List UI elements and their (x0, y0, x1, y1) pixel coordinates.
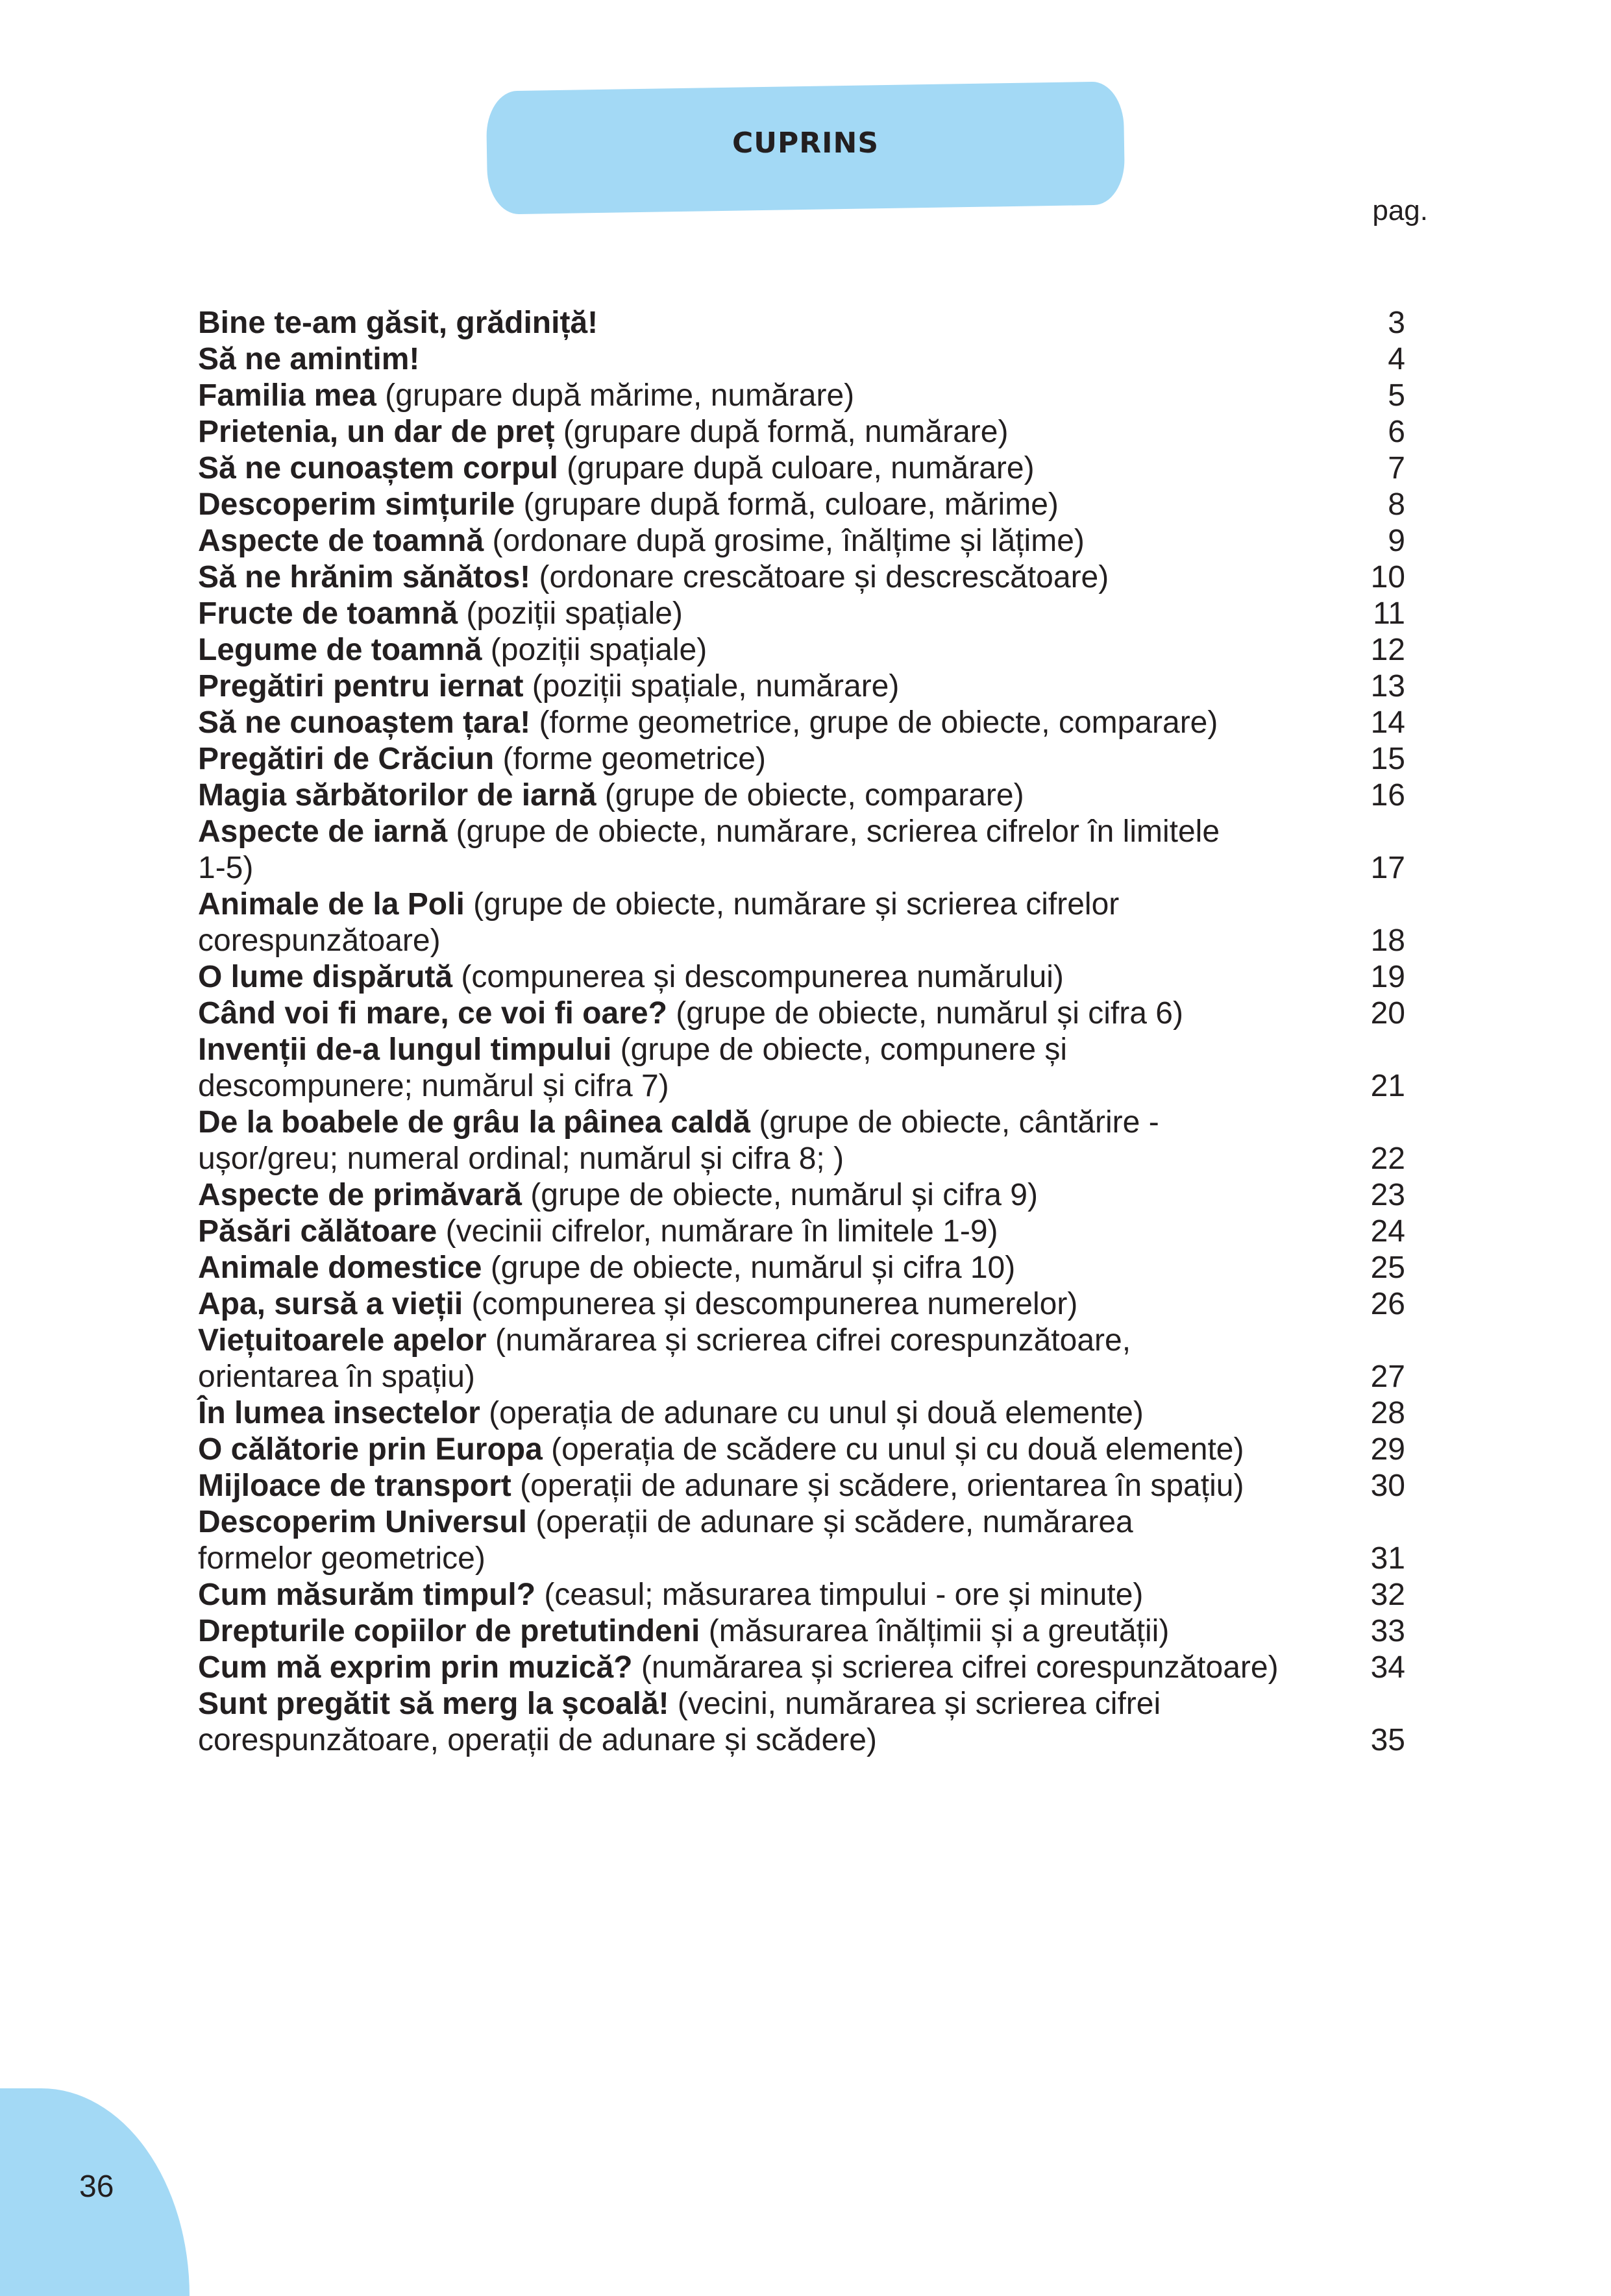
toc-entry-title: Animale de la Poli (198, 887, 465, 922)
toc-entry-text (198, 995, 1334, 1032)
toc-entry-title: Animale domestice (198, 1251, 482, 1285)
page-title: CUPRINS (732, 127, 879, 160)
toc-entry-title: Apa, sursă a vieții (198, 1287, 463, 1321)
toc-entry-page: 19 (1370, 960, 1405, 994)
toc-entry-page: 14 (1370, 705, 1405, 740)
toc-entry-text (198, 959, 1334, 995)
toc-entry-title: Să ne hrănim sănătos! (198, 560, 531, 594)
toc-entry-title: Fructe de toamnă (198, 596, 458, 631)
toc-entry-title: Cum măsurăm timpul? (198, 1578, 536, 1612)
toc-entry (198, 705, 1405, 741)
toc-entry-text (198, 1250, 1334, 1286)
toc-entry-page: 35 (1370, 1723, 1405, 1757)
toc-entry-page: 10 (1370, 560, 1405, 594)
toc-entry-title: Să ne cunoaștem țara! (198, 705, 531, 740)
toc-entry-description: (grupare după culoare, numărare) (558, 451, 1035, 485)
toc-entry-page: 31 (1370, 1541, 1405, 1576)
toc-entry-page: 17 (1370, 851, 1405, 885)
toc-entry-description: (grupe de obiecte, comparare) (596, 778, 1024, 812)
toc-entry-description: (poziții spațiale) (482, 633, 707, 667)
toc-entry-page: 6 (1388, 415, 1405, 449)
toc-entry (198, 1686, 1405, 1759)
toc-entry-page: 13 (1370, 669, 1405, 703)
toc-entry (198, 814, 1405, 886)
toc-entry-title: Aspecte de primăvară (198, 1178, 522, 1212)
toc-entry-page: 9 (1388, 524, 1405, 558)
toc-entry-page: 24 (1370, 1214, 1405, 1249)
toc-entry (198, 596, 1405, 632)
toc-entry (198, 1286, 1405, 1323)
toc-entry-text (198, 559, 1334, 596)
toc-entry-description: (grupare după mărime, numărare) (376, 378, 855, 413)
toc-entry (198, 305, 1405, 341)
toc-entry (198, 886, 1405, 959)
toc-entry-description: (operația de scădere cu unul și cu două elemente) (542, 1432, 1244, 1467)
toc-entry-page: 18 (1370, 923, 1405, 958)
toc-entry-text (198, 414, 1334, 450)
toc-entry-page: 32 (1370, 1578, 1405, 1612)
toc-entry (198, 523, 1405, 559)
toc-entry-text (198, 1323, 1334, 1395)
toc-entry-page: 34 (1370, 1650, 1405, 1685)
toc-entry-page: 21 (1370, 1069, 1405, 1103)
toc-entry-text (198, 1105, 1334, 1177)
toc-entry (198, 1504, 1405, 1577)
toc-entry-text (198, 1577, 1334, 1613)
toc-entry-text (198, 487, 1334, 523)
toc-entry-description: (ordonare crescătoare și descrescătoare) (530, 560, 1109, 594)
toc-entry-description: (grupe de obiecte, numărul și cifra 6) (667, 996, 1183, 1031)
toc-entry-text (198, 1504, 1334, 1577)
toc-entry (198, 741, 1405, 777)
toc-entry-title: De la boabele de grâu la pâinea caldă (198, 1105, 750, 1140)
toc-entry-description: (forme geometrice) (494, 742, 766, 776)
toc-entry-page: 27 (1370, 1360, 1405, 1394)
toc-entry-description: (grupe de obiecte, cântărire - ușor/greu; numeral ordinal; numărul și cifra 8; ) (198, 1105, 1159, 1176)
toc-entry-title: O călătorie prin Europa (198, 1432, 543, 1467)
toc-entry-text (198, 1286, 1334, 1323)
toc-entry-page: 25 (1370, 1251, 1405, 1285)
toc-entry (198, 632, 1405, 668)
toc-entry (198, 777, 1405, 814)
toc-entry-title: Când voi fi mare, ce voi fi oare? (198, 996, 667, 1031)
toc-entry-text (198, 1650, 1334, 1686)
toc-entry-description: (vecinii cifrelor, numărare în limitele 1-9) (437, 1214, 998, 1249)
page-column-label: pag. (1372, 195, 1428, 226)
toc-entry-page: 3 (1388, 306, 1405, 340)
toc-entry-text (198, 886, 1334, 959)
toc-entry-description: (grupare după formă, culoare, mărime) (515, 487, 1059, 522)
toc-entry-text (198, 450, 1334, 487)
toc-entry-text (198, 1214, 1334, 1250)
toc-entry-page: 20 (1370, 996, 1405, 1031)
toc-entry-page: 7 (1388, 451, 1405, 485)
toc-entry-description: (ceasul; măsurarea timpului - ore și minute) (535, 1578, 1144, 1612)
toc-entry-page: 4 (1388, 342, 1405, 376)
toc-entry (198, 1250, 1405, 1286)
toc-entry-title: Pregătiri pentru iernat (198, 669, 524, 703)
toc-entry-page: 16 (1370, 778, 1405, 812)
toc-entry-description: (grupe de obiecte, numărare și scrierea cifrelor corespunzătoare) (198, 887, 1120, 958)
toc-entry-description: (grupe de obiecte, numărul și cifra 10) (482, 1251, 1016, 1285)
toc-entry (198, 559, 1405, 596)
toc-entry-description: (operații de adunare și scădere, numărarea formelor geometrice) (198, 1505, 1133, 1576)
toc-entry-title: Cum mă exprim prin muzică? (198, 1650, 633, 1685)
toc-entry-title: Păsări călătoare (198, 1214, 437, 1249)
toc-entry-title: Pregătiri de Crăciun (198, 742, 495, 776)
toc-entry (198, 1577, 1405, 1613)
toc-entry-page: 11 (1373, 596, 1405, 631)
toc-entry-text (198, 1613, 1334, 1650)
toc-entry-description: (poziții spațiale, numărare) (523, 669, 900, 703)
toc-entry-description: (operația de adunare cu unul și două elemente) (480, 1396, 1144, 1430)
toc-entry-description: (grupe de obiecte, numărul și cifra 9) (521, 1178, 1038, 1212)
toc-entry-description: (numărarea și scrierea cifrei corespunzătoare, orientarea în spațiu) (198, 1323, 1131, 1394)
toc-entry (198, 1613, 1405, 1650)
toc-entry-page: 22 (1370, 1142, 1405, 1176)
toc-entry (198, 450, 1405, 487)
toc-entry-text (198, 741, 1334, 777)
toc-entry-title: Mijloace de transport (198, 1469, 511, 1503)
toc-entry-text (198, 523, 1334, 559)
toc-entry (198, 414, 1405, 450)
toc-entry-description: (numărarea și scrierea cifrei corespunzătoare) (632, 1650, 1279, 1685)
toc-entry (198, 1032, 1405, 1105)
toc-entry-description: (grupe de obiecte, compunere și descompunere; numărul și cifra 7) (198, 1032, 1068, 1103)
toc-entry-page: 23 (1370, 1178, 1405, 1212)
toc-entry-title: Să ne cunoaștem corpul (198, 451, 558, 485)
toc-entry-title: O lume dispărută (198, 960, 453, 994)
toc-entry-title: Prietenia, un dar de preț (198, 415, 555, 449)
toc-entry-text (198, 777, 1334, 814)
toc-entry-text (198, 1686, 1334, 1759)
toc-entry-page: 33 (1370, 1614, 1405, 1648)
toc-entry-title: Aspecte de toamnă (198, 524, 484, 558)
toc-entry (198, 1323, 1405, 1395)
toc-entry-title: Invenții de-a lungul timpului (198, 1032, 612, 1067)
toc-entry-description: (vecini, numărarea și scrierea cifrei corespunzătoare, operații de adunare și scădere) (198, 1687, 1161, 1757)
toc-entry (198, 1432, 1405, 1468)
toc-entry-title: Să ne amintim! (198, 342, 420, 376)
toc-entry (198, 959, 1405, 995)
toc-entry-title: Magia sărbătorilor de iarnă (198, 778, 596, 812)
page-number: 36 (79, 2169, 114, 2204)
toc-entry-title: Drepturile copiilor de pretutindeni (198, 1614, 700, 1648)
toc-entry-text (198, 1177, 1334, 1214)
toc-entry-description: (grupare după formă, numărare) (554, 415, 1009, 449)
toc-entry-page: 26 (1370, 1287, 1405, 1321)
toc-entry-page: 29 (1370, 1432, 1405, 1467)
toc-entry-page: 12 (1370, 633, 1405, 667)
toc-entry-description: (grupe de obiecte, numărare, scrierea cifrelor în limitele 1-5) (198, 814, 1220, 885)
toc-entry-title: Descoperim Universul (198, 1505, 527, 1539)
toc-entry-title: În lumea insectelor (198, 1396, 480, 1430)
toc-entry-description: (operații de adunare și scădere, orientarea în spațiu) (511, 1469, 1244, 1503)
toc-entry (198, 487, 1405, 523)
toc-entry (198, 378, 1405, 414)
toc-entry-title: Legume de toamnă (198, 633, 482, 667)
toc-entry-text (198, 305, 1334, 341)
toc-entry-page: 5 (1388, 378, 1405, 413)
toc-entry-title: Bine te-am găsit, grădiniță! (198, 306, 598, 340)
toc-entry-text (198, 1395, 1334, 1432)
toc-entry-title: Viețuitoarele apelor (198, 1323, 487, 1358)
toc-entry-text (198, 705, 1334, 741)
toc-entry (198, 668, 1405, 705)
toc-entry-text (198, 1032, 1334, 1105)
toc-entry-description: (ordonare după grosime, înălțime și lățime) (484, 524, 1085, 558)
toc-entry-text (198, 668, 1334, 705)
toc-entry-description: (măsurarea înălțimii și a greutății) (700, 1614, 1170, 1648)
toc-entry-page: 8 (1388, 487, 1405, 522)
toc-entry-description: (compunerea și descompunerea numărului) (452, 960, 1064, 994)
toc-entry-text (198, 596, 1334, 632)
toc-entry (198, 1650, 1405, 1686)
toc-entry-description: (forme geometrice, grupe de obiecte, comparare) (530, 705, 1218, 740)
toc-entry-page: 28 (1370, 1396, 1405, 1430)
toc-entry-title: Familia mea (198, 378, 376, 413)
toc-entry-page: 15 (1370, 742, 1405, 776)
toc-entry-page: 30 (1370, 1469, 1405, 1503)
toc-entry-description: (compunerea și descompunerea numerelor) (463, 1287, 1078, 1321)
toc-entry-description: (poziții spațiale) (458, 596, 683, 631)
table-of-contents (198, 305, 1405, 1759)
toc-entry-text (198, 341, 1334, 378)
toc-entry (198, 1468, 1405, 1504)
toc-entry-title: Descoperim simțurile (198, 487, 515, 522)
toc-entry-title: Aspecte de iarnă (198, 814, 448, 849)
toc-entry-text (198, 632, 1334, 668)
toc-entry (198, 1214, 1405, 1250)
toc-entry-text (198, 1432, 1334, 1468)
toc-entry-text (198, 378, 1334, 414)
toc-entry-title: Sunt pregătit să merg la școală! (198, 1687, 669, 1721)
toc-entry (198, 995, 1405, 1032)
toc-entry (198, 1395, 1405, 1432)
toc-entry (198, 1177, 1405, 1214)
toc-entry (198, 1105, 1405, 1177)
toc-entry (198, 341, 1405, 378)
toc-entry-text (198, 1468, 1334, 1504)
toc-entry-text (198, 814, 1334, 886)
